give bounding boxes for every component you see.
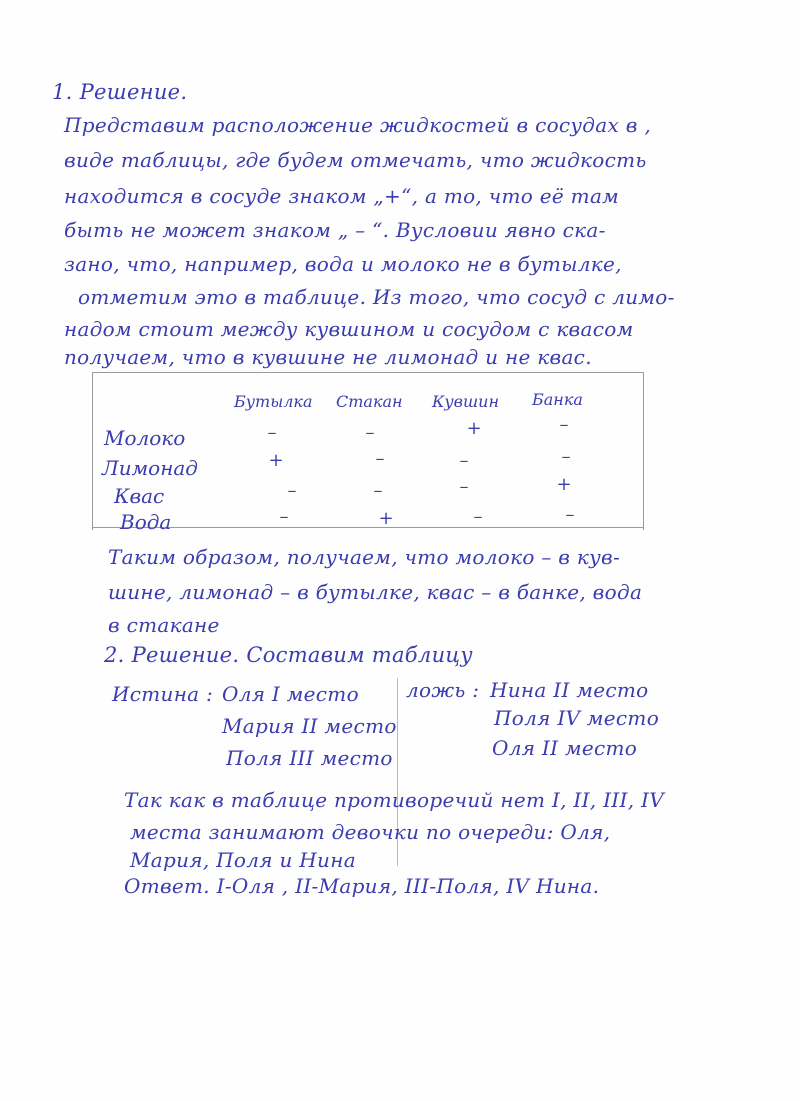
table-cell: – <box>459 450 469 471</box>
solution1-line: быть не может знаком „ – “. Вусловии явно ска- <box>64 218 606 242</box>
lie-label: ложь : <box>406 678 480 702</box>
table-cell: – <box>279 506 289 527</box>
truth-item: Мария II место <box>222 714 397 738</box>
column-header: Бутылка <box>234 392 313 411</box>
solution1-line: надом стоит между кувшином и сосудом с квасом <box>64 317 634 341</box>
lie-item: Нина II место <box>490 678 649 702</box>
table-cell: + <box>268 450 284 471</box>
table-cell: – <box>459 476 469 497</box>
table-cell: – <box>561 446 571 467</box>
conclusion1-line: шине, лимонад – в бутылке, квас – в банке, вода <box>108 580 643 604</box>
solution2-line: места занимают девочки по очереди: Оля, <box>130 820 611 844</box>
table-cell: – <box>473 506 483 527</box>
row-label: Квас <box>114 484 165 508</box>
solution1-line: виде таблицы, где будем отмечать, что жидкость <box>64 148 647 172</box>
conclusion1-line: в стакане <box>108 613 220 637</box>
solution1-line: находится в сосуде знаком „+“, а то, что её там <box>64 184 620 208</box>
solution1-heading: 1. Решение. <box>52 80 188 104</box>
lie-item: Поля IV место <box>494 706 660 730</box>
solution1-line: Представим расположение жидкостей в сосудах в , <box>64 113 651 137</box>
table-cell: + <box>556 474 572 495</box>
row-label: Лимонад <box>102 456 198 480</box>
row-label: Молоко <box>104 426 186 450</box>
table-cell: – <box>559 414 569 435</box>
truth-label: Истина : <box>112 682 214 706</box>
solution1-line: получаем, что в кувшине не лимонад и не квас. <box>64 345 592 369</box>
solution2-line: Так как в таблице противоречий нет I, II, III, IV <box>124 788 664 812</box>
table-cell: – <box>375 448 385 469</box>
lie-item: Оля II место <box>492 736 638 760</box>
table-cell: + <box>466 418 482 439</box>
solution1-line: зано, что, например, вода и молоко не в бутылке, <box>64 252 622 276</box>
answer-line: Ответ. I-Оля , II-Мария, III-Поля, IV Нина. <box>124 874 600 898</box>
solution1-line: отметим это в таблице. Из того, что сосуд с лимо- <box>78 285 675 309</box>
column-header: Кувшин <box>432 392 499 411</box>
table-cell: – <box>565 504 575 525</box>
table-cell: + <box>378 508 394 529</box>
table-cell: – <box>365 422 375 443</box>
table-cell: – <box>287 480 297 501</box>
solution2-line: Мария, Поля и Нина <box>130 848 356 872</box>
row-label: Вода <box>120 510 172 534</box>
table-cell: – <box>267 422 277 443</box>
conclusion1-line: Таким образом, получаем, что молоко – в кув- <box>108 545 621 569</box>
truth-item: Оля I место <box>222 682 359 706</box>
table-cell: – <box>373 480 383 501</box>
solution2-heading: 2. Решение. Составим таблицу <box>104 643 473 667</box>
liquids-table <box>92 372 644 534</box>
column-header: Стакан <box>336 392 403 411</box>
column-header: Банка <box>532 390 583 409</box>
truth-item: Поля III место <box>226 746 393 770</box>
